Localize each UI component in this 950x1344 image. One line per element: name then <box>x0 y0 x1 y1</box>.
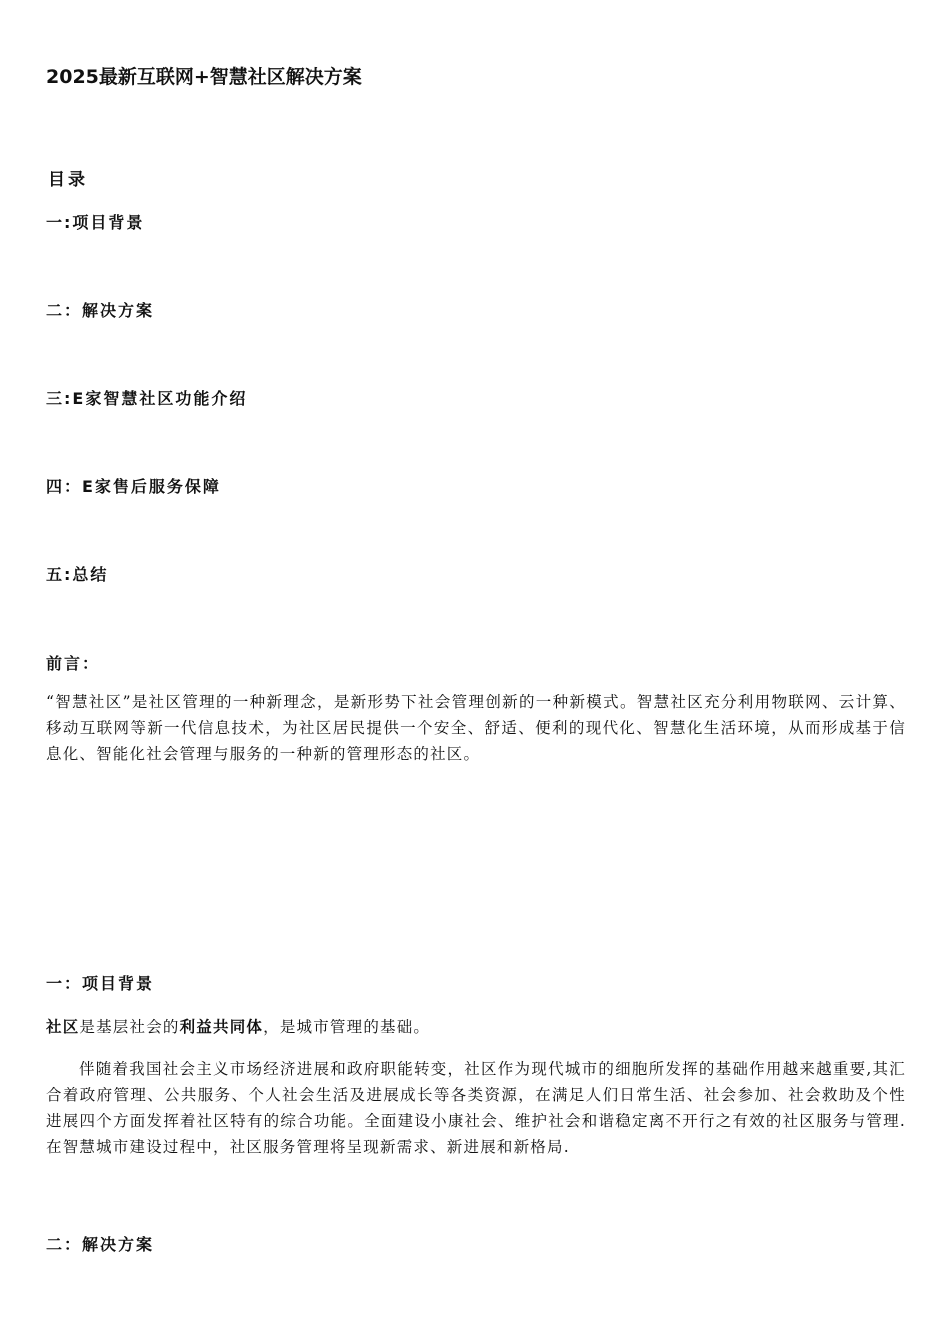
preface-paragraph: “智慧社区”是社区管理的一种新理念，是新形势下社会管理创新的一种新模式。智慧社区充分利用物联网、云计算、移动互联网等新一代信息技术，为社区居民提供一个安全、舒适、便利的现代化、智慧化生活环境，从而形成基于信息化、智能化社会管理与服务的一种新的管理形态的社区。 <box>46 693 906 763</box>
toc-item-3: 三:E家智慧社区功能介绍 <box>46 389 248 408</box>
lead-text-2: ，是城市管理的基础。 <box>263 1018 431 1036</box>
section-2-heading: 二：解决方案 <box>46 1235 155 1254</box>
document-title: 2025最新互联网+智慧社区解决方案 <box>46 66 362 88</box>
section-1-paragraph: 伴随着我国社会主义市场经济进展和政府职能转变，社区作为现代城市的细胞所发挥的基础作用越来越重要,其汇合着政府管理、公共服务、个人社会生活及进展成长等各类资源，在满足人们日常生活、社会参加、社会救助及个性进展四个方面发挥着社区特有的综合功能。全面建设小康社会、维护社会和谐稳定离不开行之有效的社区服务与管理.在智慧城市建设过程中，社区服务管理将呈现新需求、新进展和新格局. <box>46 1060 906 1156</box>
toc-heading: 目录 <box>48 170 88 190</box>
section-1-lead <box>46 1015 430 1037</box>
lead-term-community: 社区 <box>46 1018 80 1036</box>
toc-item-2: 二：解决方案 <box>46 301 155 320</box>
toc-item-4: 四：E家售后服务保障 <box>46 477 221 496</box>
preface-heading: 前言： <box>46 654 101 673</box>
section-1-heading: 一：项目背景 <box>46 974 155 993</box>
lead-term-interest: 利益共同体 <box>179 1018 264 1036</box>
toc-item-1: 一:项目背景 <box>46 213 145 232</box>
lead-text-1: 是基层社会的 <box>79 1018 180 1036</box>
toc-item-5: 五:总结 <box>46 565 109 584</box>
